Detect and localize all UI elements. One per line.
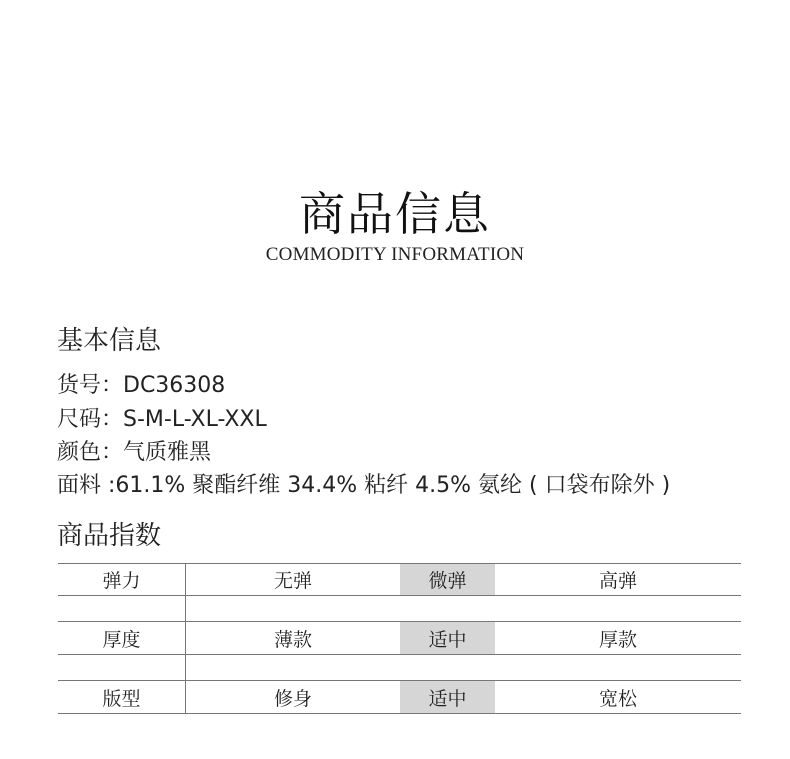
- table-spacer-row: [58, 596, 741, 622]
- thickness-option-selected: 适中: [400, 622, 495, 654]
- spacer-label-cell: [58, 655, 186, 680]
- basic-info-heading: 基本信息: [57, 326, 162, 356]
- elasticity-option: 无弹: [273, 570, 312, 592]
- thickness-option: 薄款: [273, 628, 312, 651]
- table-spacer-row: [58, 655, 741, 681]
- fit-label: 版型: [58, 681, 186, 713]
- fit-option: 修身: [273, 687, 312, 710]
- elasticity-option: 高弹: [598, 570, 637, 592]
- table-row: [58, 681, 741, 714]
- fit-option-selected: 适中: [400, 681, 495, 713]
- spacer-cell: [186, 655, 741, 680]
- elasticity-label: 弹力: [58, 564, 186, 595]
- spacer-cell: [186, 596, 741, 621]
- table-row: [58, 563, 741, 596]
- item-number-line: 货号：DC36308: [57, 373, 226, 398]
- spacer-label-cell: [58, 596, 186, 621]
- page-subtitle: COMMODITY INFORMATION: [265, 244, 525, 265]
- elasticity-option-selected: 微弹: [400, 564, 495, 595]
- product-index-heading: 商品指数: [57, 521, 162, 551]
- page-title: 商品信息: [299, 187, 491, 241]
- fabric-line: 面料 :61.1% 聚酯纤维 34.4% 粘纤 4.5% 氨纶 ( 口袋布除外 ): [57, 473, 671, 498]
- table-row: [58, 622, 741, 655]
- color-line: 颜色：气质雅黑: [57, 440, 212, 465]
- thickness-label: 厚度: [58, 622, 186, 654]
- product-index-table: [58, 563, 741, 714]
- thickness-option: 厚款: [598, 628, 637, 651]
- fit-option: 宽松: [598, 687, 637, 710]
- size-line: 尺码：S-M-L-XL-XXL: [57, 407, 267, 432]
